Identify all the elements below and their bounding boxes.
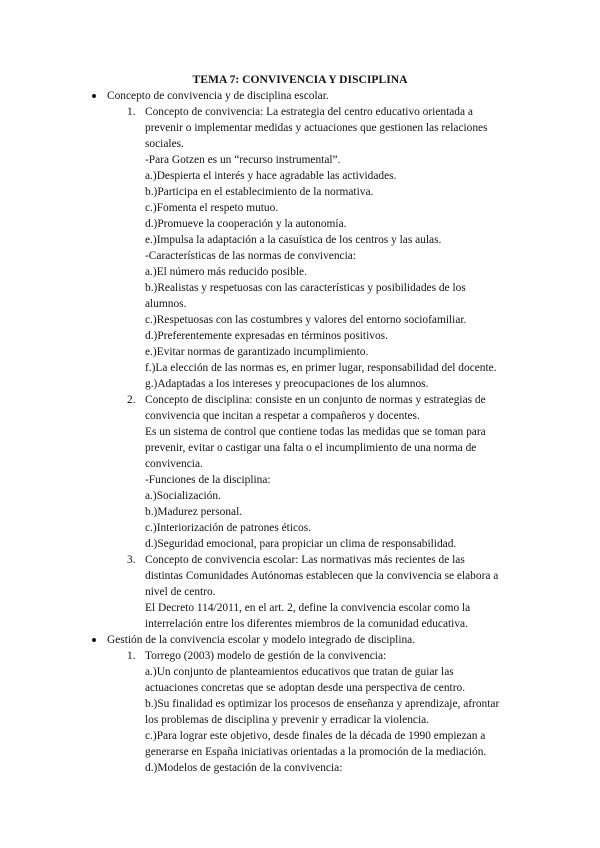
item-line: d.)Seguridad emocional, para propiciar un clima de responsabilidad. xyxy=(145,538,457,550)
item-line: distintas Comunidades Autónomas establecen que la convivencia se elabora a xyxy=(145,570,499,582)
item-line: d.)Promueve la cooperación y la autonomía. xyxy=(145,218,347,230)
item-line: prevenir, evitar o castigar una falta o el incumplimiento de una norma de xyxy=(145,442,477,454)
item-line: a.)El número más reducido posible. xyxy=(145,266,307,278)
item-line: prevenir o implementar medidas y actuaciones que gestionen las relaciones xyxy=(145,122,488,134)
item-line: c.)Respetuosas con las costumbres y valores del entorno sociofamiliar. xyxy=(145,314,467,326)
item-line: b.)Participa en el establecimiento de la normativa. xyxy=(145,186,374,198)
bullet-dot-icon xyxy=(92,638,96,642)
item-line: -Funciones de la disciplina: xyxy=(145,474,271,486)
item-line: actuaciones concretas que se adoptan desde una perspectiva de centro. xyxy=(145,682,466,694)
item-line: Concepto de disciplina: consiste en un conjunto de normas y estrategias de xyxy=(145,394,486,406)
item-line: c.)Fomenta el respeto mutuo. xyxy=(145,202,279,214)
item-line: a.)Socialización. xyxy=(145,490,221,502)
item-line: Torrego (2003) modelo de gestión de la convivencia: xyxy=(145,650,387,662)
item-line: b.)Su finalidad es optimizar los procesos de enseñanza y aprendizaje, afrontar xyxy=(145,698,500,710)
section-heading-text: Concepto de convivencia y de disciplina escolar. xyxy=(107,90,329,102)
item-line: alumnos. xyxy=(145,298,187,310)
item-number: 3. xyxy=(127,554,136,566)
item-line: Concepto de convivencia escolar: Las normativas más recientes de las xyxy=(145,554,465,566)
item-line: a.)Un conjunto de planteamientos educativos que tratan de guiar las xyxy=(145,666,454,678)
item-line: convivencia. xyxy=(145,458,203,470)
item-line: a.)Despierta el interés y hace agradable las actividades. xyxy=(145,170,397,182)
item-line: -Para Gotzen es un “recurso instrumental”. xyxy=(145,154,341,166)
item-number: 1. xyxy=(127,650,136,662)
item-line: los problemas de disciplina y prevenir y erradicar la violencia. xyxy=(145,714,430,726)
item-line: convivencia que incitan a respetar a compañeros y docentes. xyxy=(145,410,420,422)
item-line: b.)Madurez personal. xyxy=(145,506,243,518)
bullet-dot-icon xyxy=(92,94,96,98)
item-line: sociales. xyxy=(145,138,184,150)
section-heading-text: Gestión de la convivencia escolar y modelo integrado de disciplina. xyxy=(107,634,416,646)
item-number: 1. xyxy=(127,106,136,118)
item-line: Concepto de convivencia: La estrategia del centro educativo orientada a xyxy=(145,106,473,118)
item-line: c.)Interiorización de patrones éticos. xyxy=(145,522,312,534)
item-line: c.)Para lograr este objetivo, desde finales de la década de 1990 empiezan a xyxy=(145,730,486,742)
item-line: b.)Realistas y respetuosas con las características y posibilidades de los xyxy=(145,282,466,294)
item-number: 2. xyxy=(127,394,136,406)
page-title: TEMA 7: CONVIVENCIA Y DISCIPLINA xyxy=(192,73,408,86)
item-line: f.)La elección de las normas es, en primer lugar, responsabilidad del docente. xyxy=(145,362,497,374)
item-line: Es un sistema de control que contiene todas las medidas que se toman para xyxy=(145,426,486,438)
item-line: e.)Impulsa la adaptación a la casuística de los centros y las aulas. xyxy=(145,234,442,246)
item-line: El Decreto 114/2011, en el art. 2, define la convivencia escolar como la xyxy=(145,602,471,614)
item-line: g.)Adaptadas a los intereses y preocupaciones de los alumnos. xyxy=(145,378,429,390)
item-line: d.)Preferentemente expresadas en términos positivos. xyxy=(145,330,388,342)
item-line: -Características de las normas de convivencia: xyxy=(145,250,356,262)
item-line: interrelación entre los diferentes miembros de la comunidad educativa. xyxy=(145,618,468,630)
item-line: generarse en España iniciativas orientadas a la promoción de la mediación. xyxy=(145,746,487,758)
item-line: nivel de centro. xyxy=(145,586,216,598)
item-line: d.)Modelos de gestación de la convivencia: xyxy=(145,762,343,774)
item-line: e.)Evitar normas de garantizado incumplimiento. xyxy=(145,346,369,358)
